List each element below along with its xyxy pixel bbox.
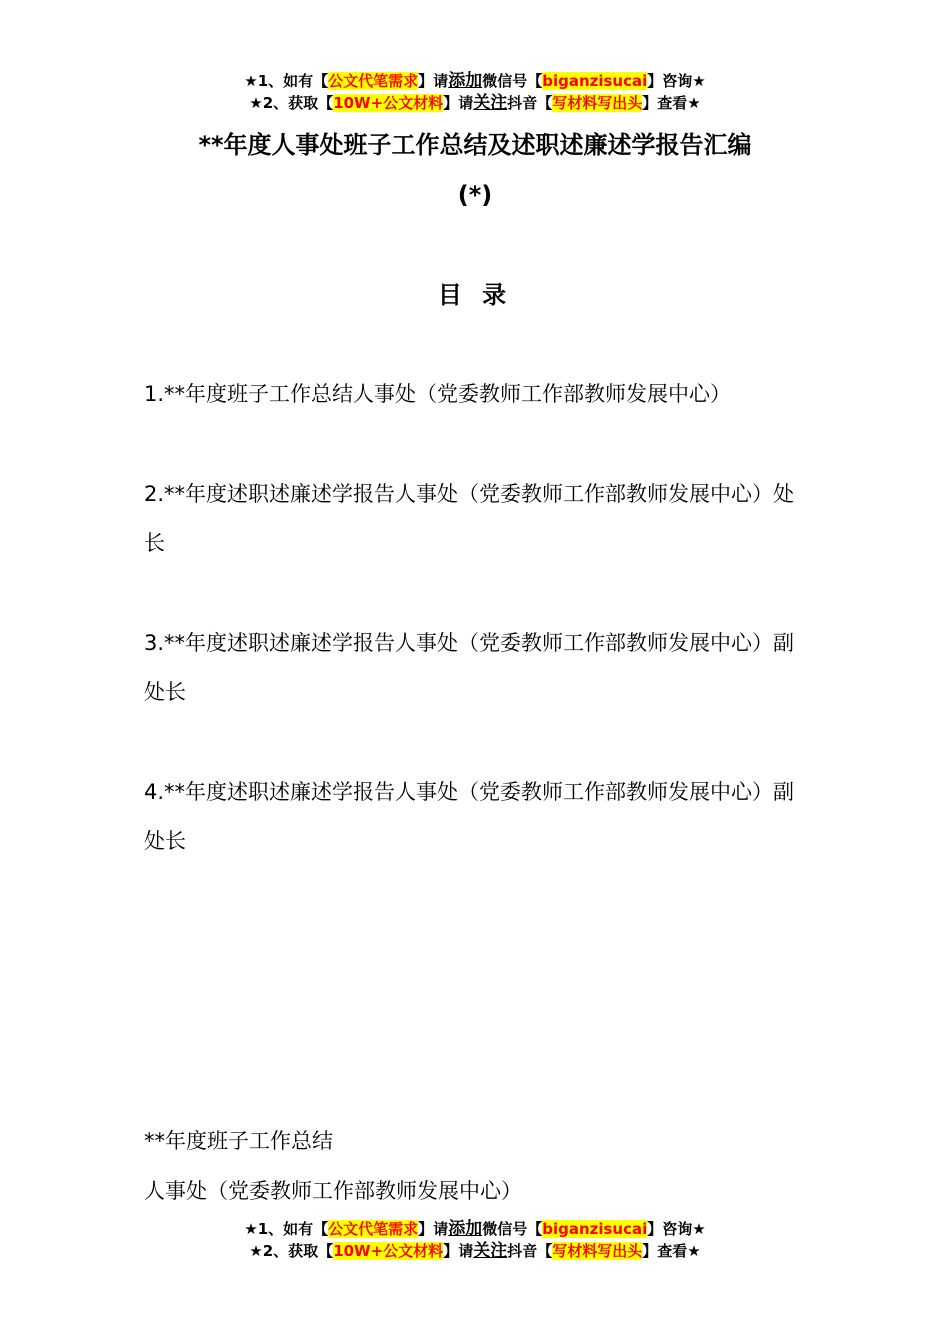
promo-text: 抖音【 xyxy=(507,1242,553,1260)
promo-underline-add: 添加 xyxy=(448,71,483,91)
promo-highlight-douyin: 写材料写出头 xyxy=(552,94,643,112)
promo-text: 】请 xyxy=(443,94,474,112)
promo-text: 微信号【 xyxy=(482,1220,543,1238)
promo-text: ★2、获取【 xyxy=(249,1242,334,1260)
promo-line-2 xyxy=(0,92,950,114)
promo-underline-follow: 关注 xyxy=(473,93,508,113)
promo-highlight-ghostwriting: 公文代笔需求 xyxy=(328,1220,419,1238)
promo-highlight-materials: 10W+公文材料 xyxy=(333,94,444,112)
promo-highlight-materials: 10W+公文材料 xyxy=(333,1242,444,1260)
promo-banner-bottom xyxy=(0,1218,950,1262)
promo-text: 】查看★ xyxy=(642,94,701,112)
promo-text: 】查看★ xyxy=(642,1242,701,1260)
promo-text: ★1、如有【 xyxy=(244,72,329,90)
promo-text: ★2、获取【 xyxy=(249,94,334,112)
promo-banner-top xyxy=(0,70,950,114)
promo-text: 】请 xyxy=(418,72,449,90)
toc-item: 1.**年度班子工作总结人事处（党委教师工作部教师发展中心） xyxy=(144,382,732,406)
promo-highlight-wechat-id: biganzisucai xyxy=(542,1220,648,1238)
promo-text: 抖音【 xyxy=(507,94,553,112)
toc-item: 2.**年度述职述廉述学报告人事处（党委教师工作部教师发展中心）处长 xyxy=(144,482,795,555)
promo-underline-add: 添加 xyxy=(448,1219,483,1239)
promo-text: 】咨询★ xyxy=(647,72,706,90)
promo-text: ★1、如有【 xyxy=(244,1220,329,1238)
promo-text: 】请 xyxy=(443,1242,474,1260)
section-department: 人事处（党委教师工作部教师发展中心） xyxy=(144,1179,522,1203)
promo-highlight-wechat-id: biganzisucai xyxy=(542,72,648,90)
promo-text: 】请 xyxy=(418,1220,449,1238)
promo-underline-follow: 关注 xyxy=(473,1241,508,1261)
document-title: **年度人事处班子工作总结及述职述廉述学报告汇编 xyxy=(198,131,752,159)
toc-item: 3.**年度述职述廉述学报告人事处（党委教师工作部教师发展中心）副处长 xyxy=(144,631,795,704)
toc-heading: 目 录 xyxy=(437,281,513,309)
promo-text: 】咨询★ xyxy=(647,1220,706,1238)
section-title: **年度班子工作总结 xyxy=(144,1129,333,1153)
document-subtitle: (*) xyxy=(457,181,493,209)
promo-highlight-ghostwriting: 公文代笔需求 xyxy=(328,72,419,90)
promo-text: 微信号【 xyxy=(482,72,543,90)
toc-item: 4.**年度述职述廉述学报告人事处（党委教师工作部教师发展中心）副处长 xyxy=(144,780,795,853)
promo-highlight-douyin: 写材料写出头 xyxy=(552,1242,643,1260)
promo-line-1 xyxy=(0,1218,950,1240)
promo-line-1 xyxy=(0,70,950,92)
promo-line-2 xyxy=(0,1240,950,1262)
